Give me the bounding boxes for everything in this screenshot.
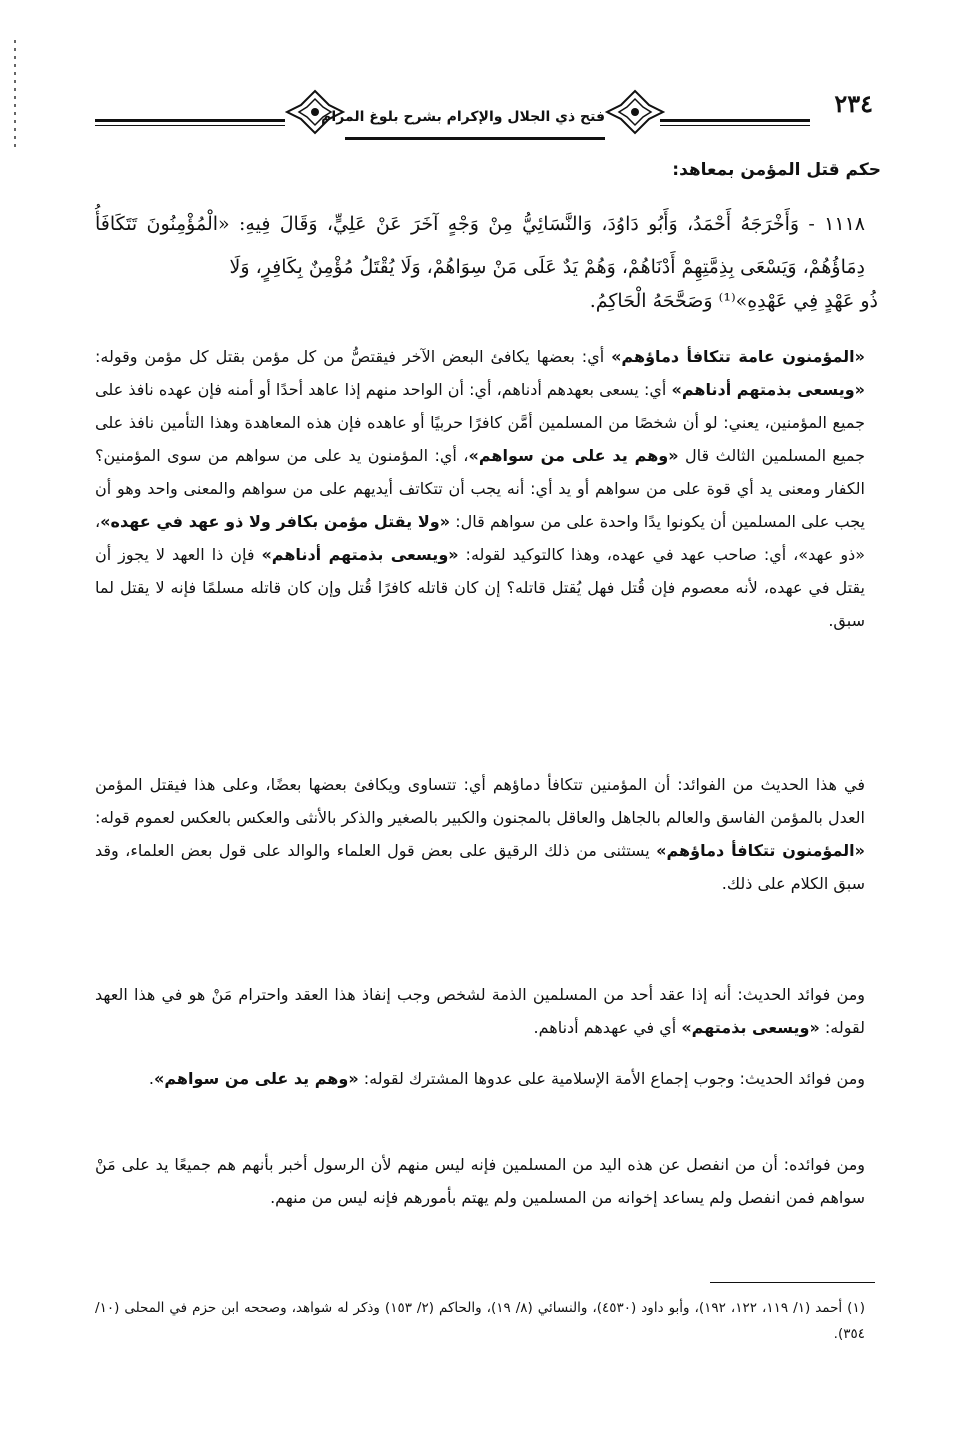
text-run: يستثنى من ذلك الرقيق على بعض قول العلماء والوالد على قول بعض العلماء، وقد سبق الكلام على ذلك. bbox=[95, 841, 865, 893]
text-run: . bbox=[148, 1069, 155, 1088]
commentary-paragraph-5 bbox=[95, 1148, 865, 1214]
page-header bbox=[95, 85, 875, 155]
text-run: فإن ذا العهد لا يجوز أن يقتل في عهده، لأنه معصوم فإن قُتل فهل يُقتل قاتله؟ إن كان قاتله كافرًا قُتل وإن كان قاتله مسلمًا فإنه لا يقتل لما سبق. bbox=[95, 545, 865, 630]
text-run: ومن فوائد الحديث: وجوب إجماع الأمة الإسلامية على عدوها المشترك لقوله: bbox=[358, 1069, 865, 1088]
quote: «المؤمنون عامة تتكافأ دماؤهم» bbox=[611, 347, 865, 366]
hadith-text: ١١١٨ - وَأَخْرَجَهُ أَحْمَدُ، وَأَبُو دَاوُدَ، وَالنَّسَائِيُّ مِنْ وَجْهٍ آخَرَ عَنْ عَلِيٍّ، وَقَالَ فِيهِ: «الْمُؤْمِنُونَ تَتَكَافَأُ دِمَاؤُهُمْ، وَيَسْعَى بِذِمَّتِهِمْ أَدْنَاهُمْ، وَهُمْ يَدٌ عَلَى مَنْ سِوَاهُمْ، وَلَا يُقْتَلُ مُؤْمِنٌ بِكَافِرٍ، وَلَا bbox=[95, 213, 865, 278]
quote: «وهم يد على من سواهم» bbox=[154, 1069, 359, 1088]
scan-edge-mark bbox=[14, 40, 16, 150]
quote: «المؤمنون تتكافأ دماؤهم» bbox=[656, 841, 866, 860]
text-run: ، «ذو عهد»، أي: صاحب عهد في عهده، وهذا كالتوكيد لقوله: bbox=[95, 512, 866, 564]
section-title: حكم قتل المؤمن بمعاهد: bbox=[672, 160, 881, 180]
text-run: ومن فوائد الحديث: أنه إذا عقد أحد من المسلمين الذمة لشخص وجب إنفاذ هذا العقد واحترام مَنْ هو في هذا العهد لقوله: bbox=[95, 985, 865, 1037]
book-title: فتح ذي الجلال والإكرام بشرح بلوغ المرام bbox=[321, 109, 605, 125]
header-rule-left bbox=[95, 119, 285, 122]
right-ornament-icon bbox=[605, 87, 665, 137]
commentary-paragraph-2 bbox=[95, 768, 865, 900]
commentary-paragraph-3 bbox=[95, 978, 865, 1044]
text-run: أي: بعضها يكافئ البعض الآخر فيقتصُّ من كل مؤمن بقتل كل مؤمن وقوله: bbox=[95, 347, 612, 366]
page-number: ٢٣٤ bbox=[834, 89, 873, 118]
quote: «ولا يقتل مؤمن بكافر ولا ذو عهد في عهده» bbox=[100, 512, 451, 531]
text-run: ، أي: المؤمنون يد على من سواهم من سوى المؤمنين؟ الكفار ومعنى يد أي قوة على من سواهم أو يد أي: أنه يجب أن تتكاتف أيديهم على من سواهم والمعنى واحد وهو أن يجب على المسلمين أن يكونوا يدًا واحدة على من سواهم قال: bbox=[95, 446, 865, 531]
text-run: أي في عهدهم أدناهم. bbox=[533, 1018, 682, 1037]
footnote-separator bbox=[710, 1282, 875, 1283]
quote: «ويسعى بذمتهم أدناهم» bbox=[261, 545, 459, 564]
text-run: في هذا الحديث من الفوائد: أن المؤمنين تتكافأ دماؤهم أي: تتساوى ويكافئ بعضها بعضًا، وعلى هذا فيقتل المؤمن العدل بالمؤمن الفاسق والعالم بالجاهل والعاقل بالمجنون والكبير بالصغير والذكر بالأنثى والعكس بالعكس لعموم قوله: bbox=[95, 775, 865, 827]
commentary-paragraph-1 bbox=[95, 340, 865, 637]
hadith-text-tail: ذُو عَهْدٍ فِي عَهْدِهِ»⁽¹⁾ وَصَحَّحَهُ الْحَاكِمُ. bbox=[589, 290, 878, 312]
header-rule-right bbox=[660, 119, 810, 122]
commentary-paragraph-4 bbox=[95, 1062, 865, 1095]
header-rule-left-thin bbox=[95, 125, 285, 126]
header-rule-center bbox=[345, 137, 605, 140]
footnote: (١) أحمد (١/ ١١٩، ١٢٢، ١٩٢)، وأبو داود (٤٥٣٠)، والنسائي (٨/ ١٩)، والحاكم (٢/ ١٥٣) وذكر له شواهد، وصححه ابن حزم في المحلى (١٠/ ٣٥٤). bbox=[95, 1300, 865, 1342]
quote: «ويسعى بذمتهم» bbox=[681, 1018, 820, 1037]
text-run: أي: يسعى بعهدهم أدناهم، أي: أن الواحد منهم إذا عاهد أحدًا أو أمنه فإن عهده نافذ على جميع المؤمنين، يعني: لو أن شخصًا من المسلمين أمَّن كافرًا حربيًا أو عاهده فإن هذه المعاهدة وهذا التأمين نافذ على جميع المسلمين الثالث قال bbox=[95, 380, 866, 465]
header-rule-right-thin bbox=[660, 125, 810, 126]
quote: «وهم يد على من سواهم» bbox=[468, 446, 679, 465]
text-run: ومن فوائده: أن من انفصل عن هذه اليد من المسلمين فإنه ليس منهم لأن الرسول أخبر بأنهم هم جميعًا يد على مَنْ سواهم فمن انفصل ولم يساعد إخوانه من المسلمين ولم يهتم بأمورهم فإنه ليس من منهم. bbox=[95, 1155, 865, 1207]
quote: «ويسعى بذمتهم أدناهم» bbox=[671, 380, 865, 399]
